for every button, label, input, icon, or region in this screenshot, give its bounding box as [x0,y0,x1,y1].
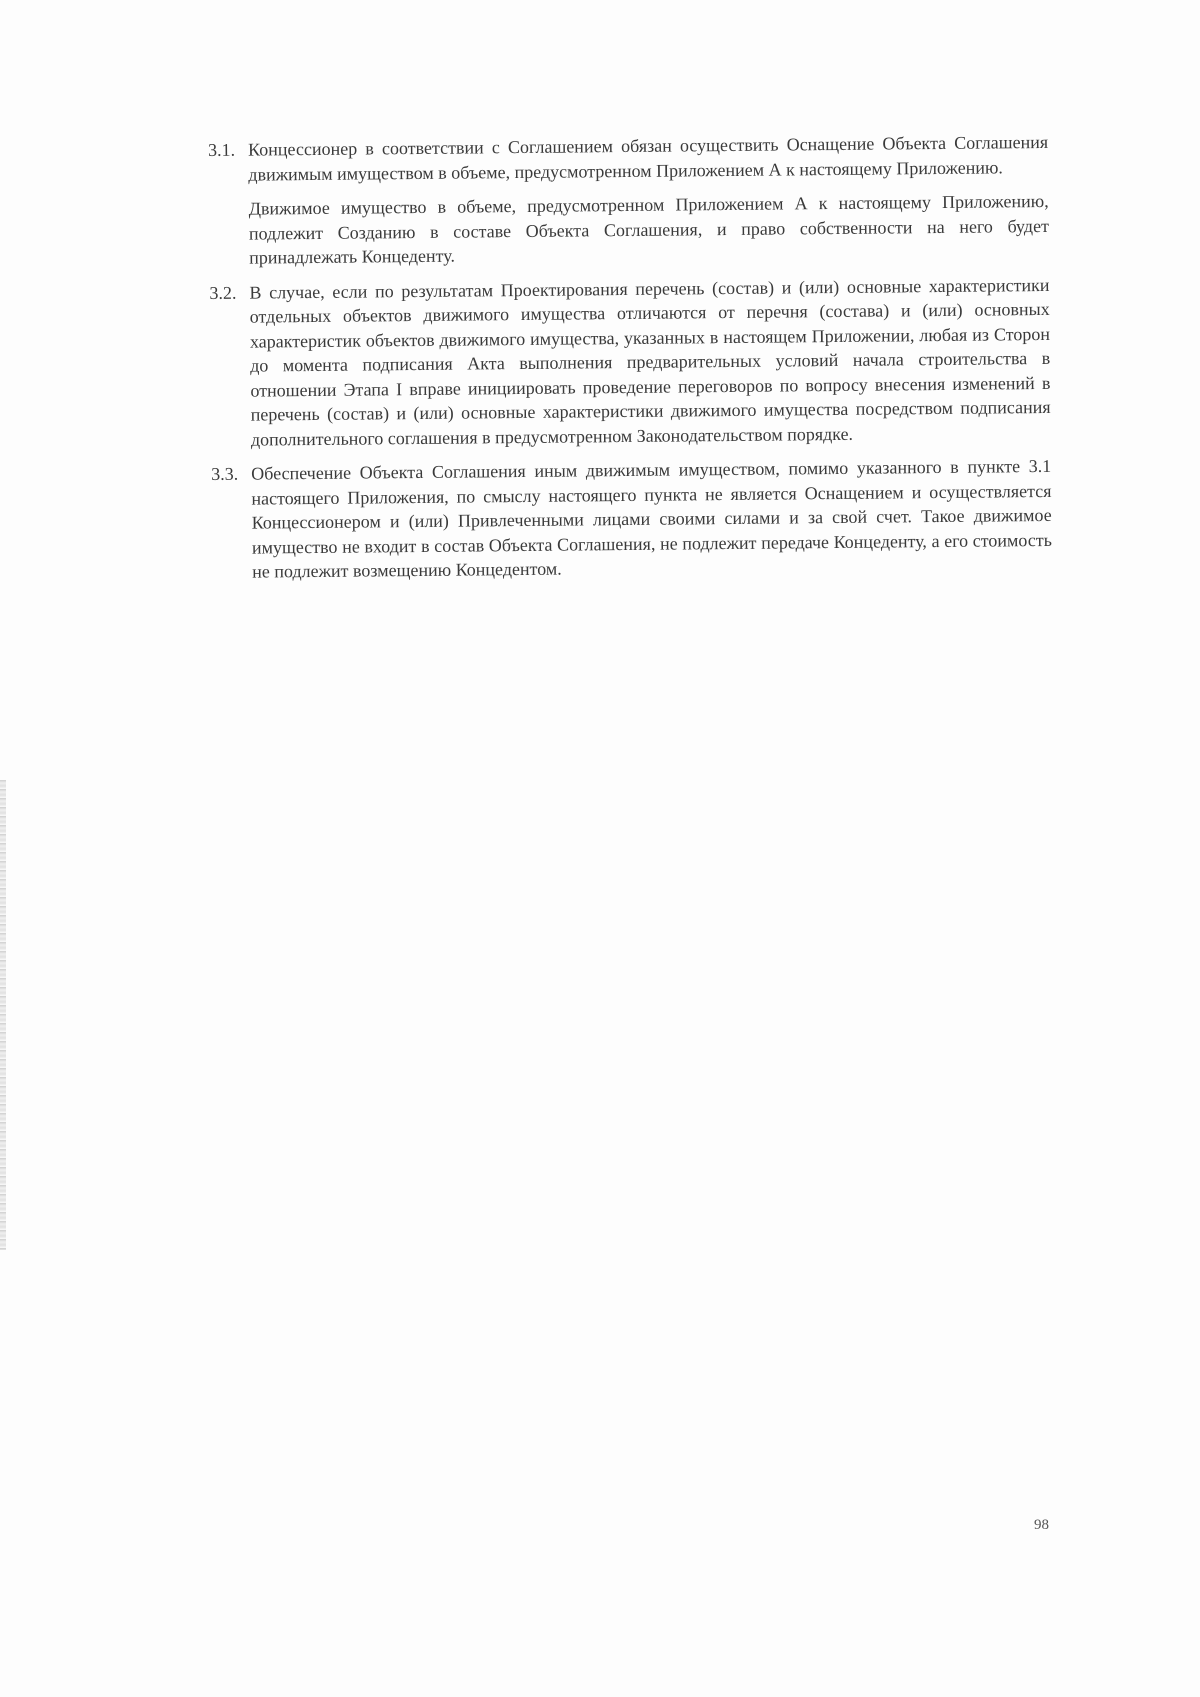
clause-text: Обеспечение Объекта Соглашения иным движимым имуществом, помимо указанного в пункте 3.1 настоящего Приложения, по смыслу настоящего пункта не является Оснащением и осуществляется Концессионером и (или) Привлеченными лицами своими силами и за свой счет. Такое движимое имущество не входит в состав Объекта Соглашения, не подлежит передаче Концеденту, а его стоимость не подлежит возмещению Концедентом. [251,455,1052,582]
clause-3-2 [209,272,1051,452]
clause-number: 3.1. [208,139,236,160]
clause-subparagraph: Движимое имущество в объеме, предусмотренном Приложением А к настоящему Приложению, подлежит Созданию в составе Объекта Соглашения, и право собственности на него будет принадлежать Концеденту. [248,190,1049,268]
clause-text: В случае, если по результатам Проектирования перечень (состав) и (или) основные характеристики отдельных объектов движимого имущества отличаются от перечня (состава) и (или) основных характеристик объектов движимого имущества, указанных в настоящем Приложении, любая из Сторон до момента подписания Акта выполнения предварительных условий начала строительства в отношении Этапа I вправе инициировать проведение переговоров по вопросу внесения изменений в перечень (состав) и (или) основные характеристики движимого имущества посредством подписания дополнительного соглашения в предусмотренном Законодательством порядке. [249,274,1051,450]
document-body [208,130,1052,595]
clause-3-3 [211,454,1052,585]
clause-number: 3.2. [209,282,237,303]
scan-edge-artifact [0,780,6,1250]
clause-text: Концессионер в соответствии с Соглашением обязан осуществить Оснащение Объекта Соглашения движимым имуществом в объеме, предусмотренном Приложением А к настоящему Приложению. [248,131,1049,185]
clause-number: 3.3. [211,463,239,484]
clause-3-1 [208,130,1049,271]
page-number: 98 [1034,1517,1049,1533]
